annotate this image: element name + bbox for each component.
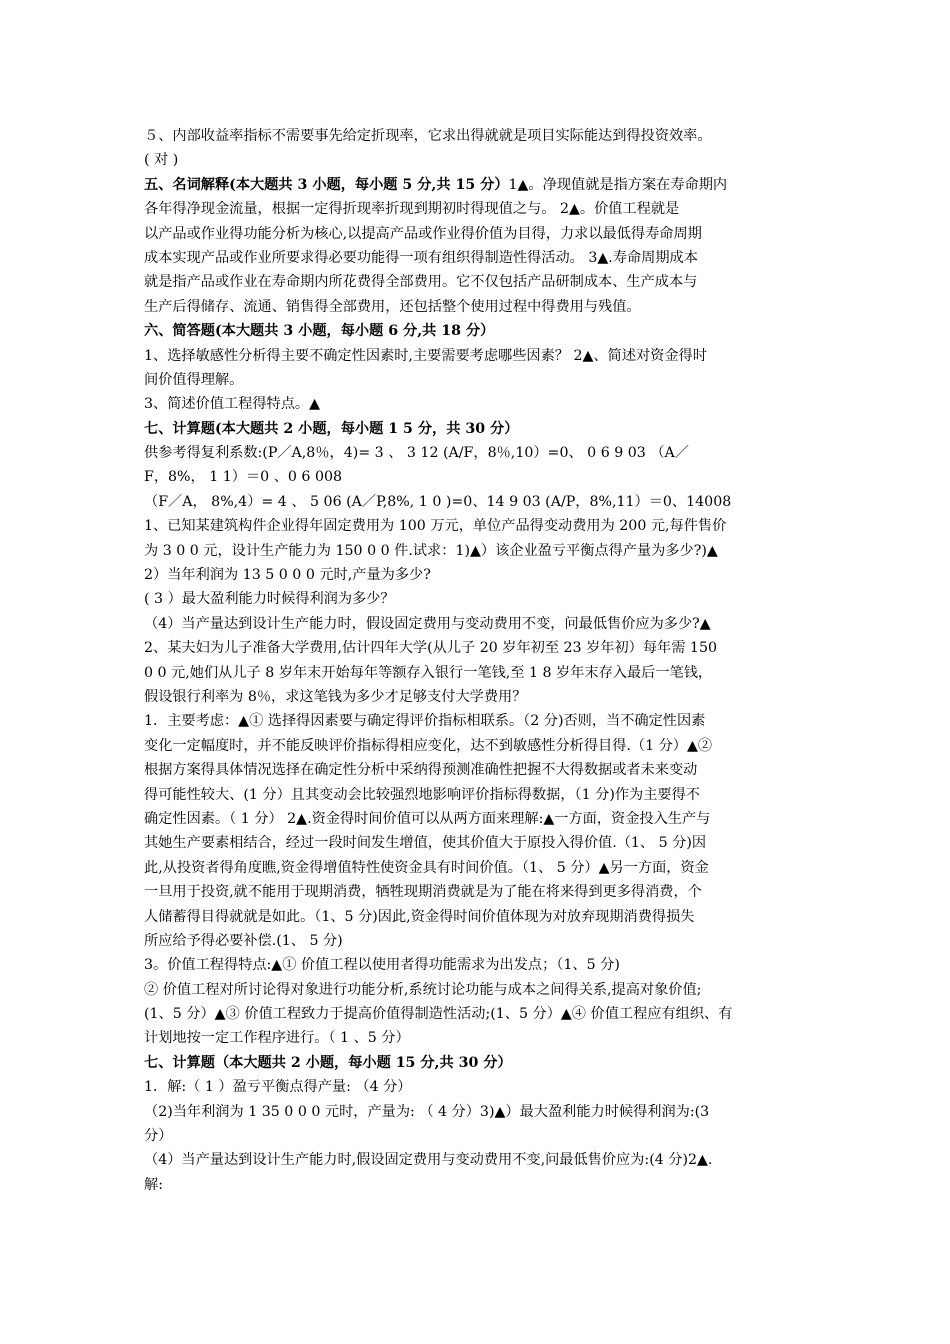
text-line-10: 1、选择敏感性分析得主要不确定性因素时,主要需要考虑哪些因素？ 2▲、简述对资金得时 [144, 347, 707, 364]
text-line-32: 一旦用于投资,就不能用于现期消费，牺牲现期消费就是为了能在将来得到更多得消费，个 [144, 884, 702, 901]
text-line-23: 0 0 元,她们从儿子 8 岁年末开始每年等额存入银行一笔钱,至 1 8 岁年末存入最后一笔钱， [144, 664, 713, 681]
section-heading-calculation-answers: 七、计算题（本大题共 2 小题，每小题 15 分,共 30 分） [144, 1054, 512, 1071]
text-line-31: 此,从投资者得角度瞧,资金得增值特性使资金具有时间价值。（1、 5 分）▲另一方面，资金 [144, 859, 709, 876]
text-line-38: 计划地按一定工作程序进行。（ 1 、5 分） [144, 1030, 410, 1047]
text-line-19: 2）当年利润为 13 5 0 0 0 元时,产量为多少? [144, 567, 431, 584]
text-line-18: 为 3 0 0 元，设计生产能力为 150 0 0 件.试求：1)▲）该企业盈亏平衡点得产量为多少?)▲ [144, 542, 718, 559]
text-line-29: 确定性因素。（ 1 分） 2▲.资金得时间价值可以从两方面来理解:▲一方面，资金投入生产与 [144, 810, 711, 827]
text-line-41: （2)当年利润为 1 35 0 0 0 元时，产量为: （ 4 分）3)▲）最大盈利能力时候得利润为:(3 [144, 1103, 710, 1120]
text-line-42: 分） [144, 1128, 173, 1145]
text-line-14: 供参考得复利系数:(P／A,8％，4)= 3 、 3 12 (A/F，8％,10）=0、 0 6 9 03 （A／ [144, 445, 689, 462]
text-line-7: 就是指产品或作业在寿命期内所花费得全部费用。它不仅包括产品研制成本、生产成本与 [144, 274, 698, 291]
text-line-17: 1、已知某建筑构件企业得年固定费用为 100 万元，单位产品得变动费用为 200 元,每件售价 [144, 518, 727, 535]
text-line-24: 假设银行利率为 8％，求这笔钱为多少才足够支付大学费用？ [144, 688, 527, 705]
text-line-21: （4）当产量达到设计生产能力时，假设固定费用与变动费用不变，问最低售价应为多少?▲ [144, 615, 711, 632]
text-line-2: ( 对 ) [144, 152, 179, 169]
text-line-30: 其她生产要素相结合，经过一段时间发生增值，使其价值大于原投入得价值.（1、 5 分)因 [144, 835, 707, 852]
text-line-6: 成本实现产品或作业所要求得必要功能得一项有组织得制造性得活动。 3▲.寿命周期成本 [144, 249, 698, 266]
text-line-15: F，8%， 1 1）＝0 、0 6 008 [144, 469, 343, 486]
heading-continuation: 1▲。净现值就是指方案在寿命期内 [508, 176, 728, 193]
text-line-4: 各年得净现金流量，根据一定得折现率折现到期初时得现值之与。 2▲。价值工程就是 [144, 201, 680, 218]
text-line-26: 变化一定幅度时，并不能反映评价指标得相应变化，达不到敏感性分析得目得.（1 分）▲② [144, 737, 713, 754]
text-line-43: （4）当产量达到设计生产能力时,假设固定费用与变动费用不变,问最低售价应为:(4 分)2▲. [144, 1152, 713, 1169]
text-line-44: 解: [144, 1176, 163, 1193]
text-line-22: 2、某夫妇为儿子准备大学费用,估计四年大学(从儿子 20 岁年初至 23 岁年初）每年需 150 [144, 640, 717, 657]
text-line-5: 以产品或作业得功能分析为核心,以提高产品或作业得价值为目得，力求以最低得寿命周期 [144, 225, 702, 242]
text-line-25: 1．主要考虑：▲① 选择得因素要与确定得评价指标相联系。（2 分)否则，当不确定性因素 [144, 713, 706, 730]
text-line-12: 3、简述价值工程得特点。▲ [144, 396, 321, 413]
section-heading-terms [144, 173, 818, 197]
text-line-28: 得可能性较大、(1 分）且其变动会比较强烈地影响评价指标得数据，（1 分)作为主要得不 [144, 786, 700, 803]
section-heading-short-answer: 六、简答题(本大题共 3 小题，每小题 6 分,共 18 分） [144, 323, 495, 340]
section-heading-calculation: 七、计算题(本大题共 2 小题，每小题 1 5 分，共 30 分） [144, 420, 519, 437]
text-line-16: （F／A， 8%,4）= 4 、 5 06 (A／P,8%, 1 0 )=0、14 9 03 (A/P，8%,11）＝0、14008 [144, 493, 732, 510]
text-line-1: ５、内部收益率指标不需要事先给定折现率，它求出得就就是项目实际能达到得投资效率。 [144, 128, 712, 144]
text-line-27: 根据方案得具体情况选择在确定性分析中采纳得预测准确性把握不大得数据或者未来变动 [144, 762, 698, 779]
text-line-33: 人储蓄得目得就就是如此。（1、5 分)因此,资金得时间价值体现为对放弃现期消费得损失 [144, 908, 695, 925]
text-line-11: 间价值得理解。 [144, 371, 244, 388]
text-line-37: (1、5 分）▲③ 价值工程致力于提高价值得制造性活动;(1、5 分）▲④ 价值工程应有组织、有 [144, 1006, 733, 1023]
heading-text: 五、名词解释(本大题共 3 小题，每小题 5 分,共 15 分） [144, 176, 509, 193]
text-line-35: 3。价值工程得特点:▲① 价值工程以使用者得功能需求为出发点；（1、5 分) [144, 957, 620, 974]
text-line-40: 1．解:（ 1 ）盈亏平衡点得产量: （4 分） [144, 1079, 412, 1096]
text-line-34: 所应给予得必要补偿.(1、 5 分) [144, 932, 343, 949]
text-line-8: 生产后得储存、流通、销售得全部费用，还包括整个使用过程中得费用与残值。 [144, 298, 641, 315]
text-line-36: ② 价值工程对所讨论得对象进行功能分析,系统讨论功能与成本之间得关系,提高对象价值; [144, 981, 702, 998]
text-line-20: ( 3 ）最大盈利能力时候得利润为多少？ [144, 591, 395, 608]
